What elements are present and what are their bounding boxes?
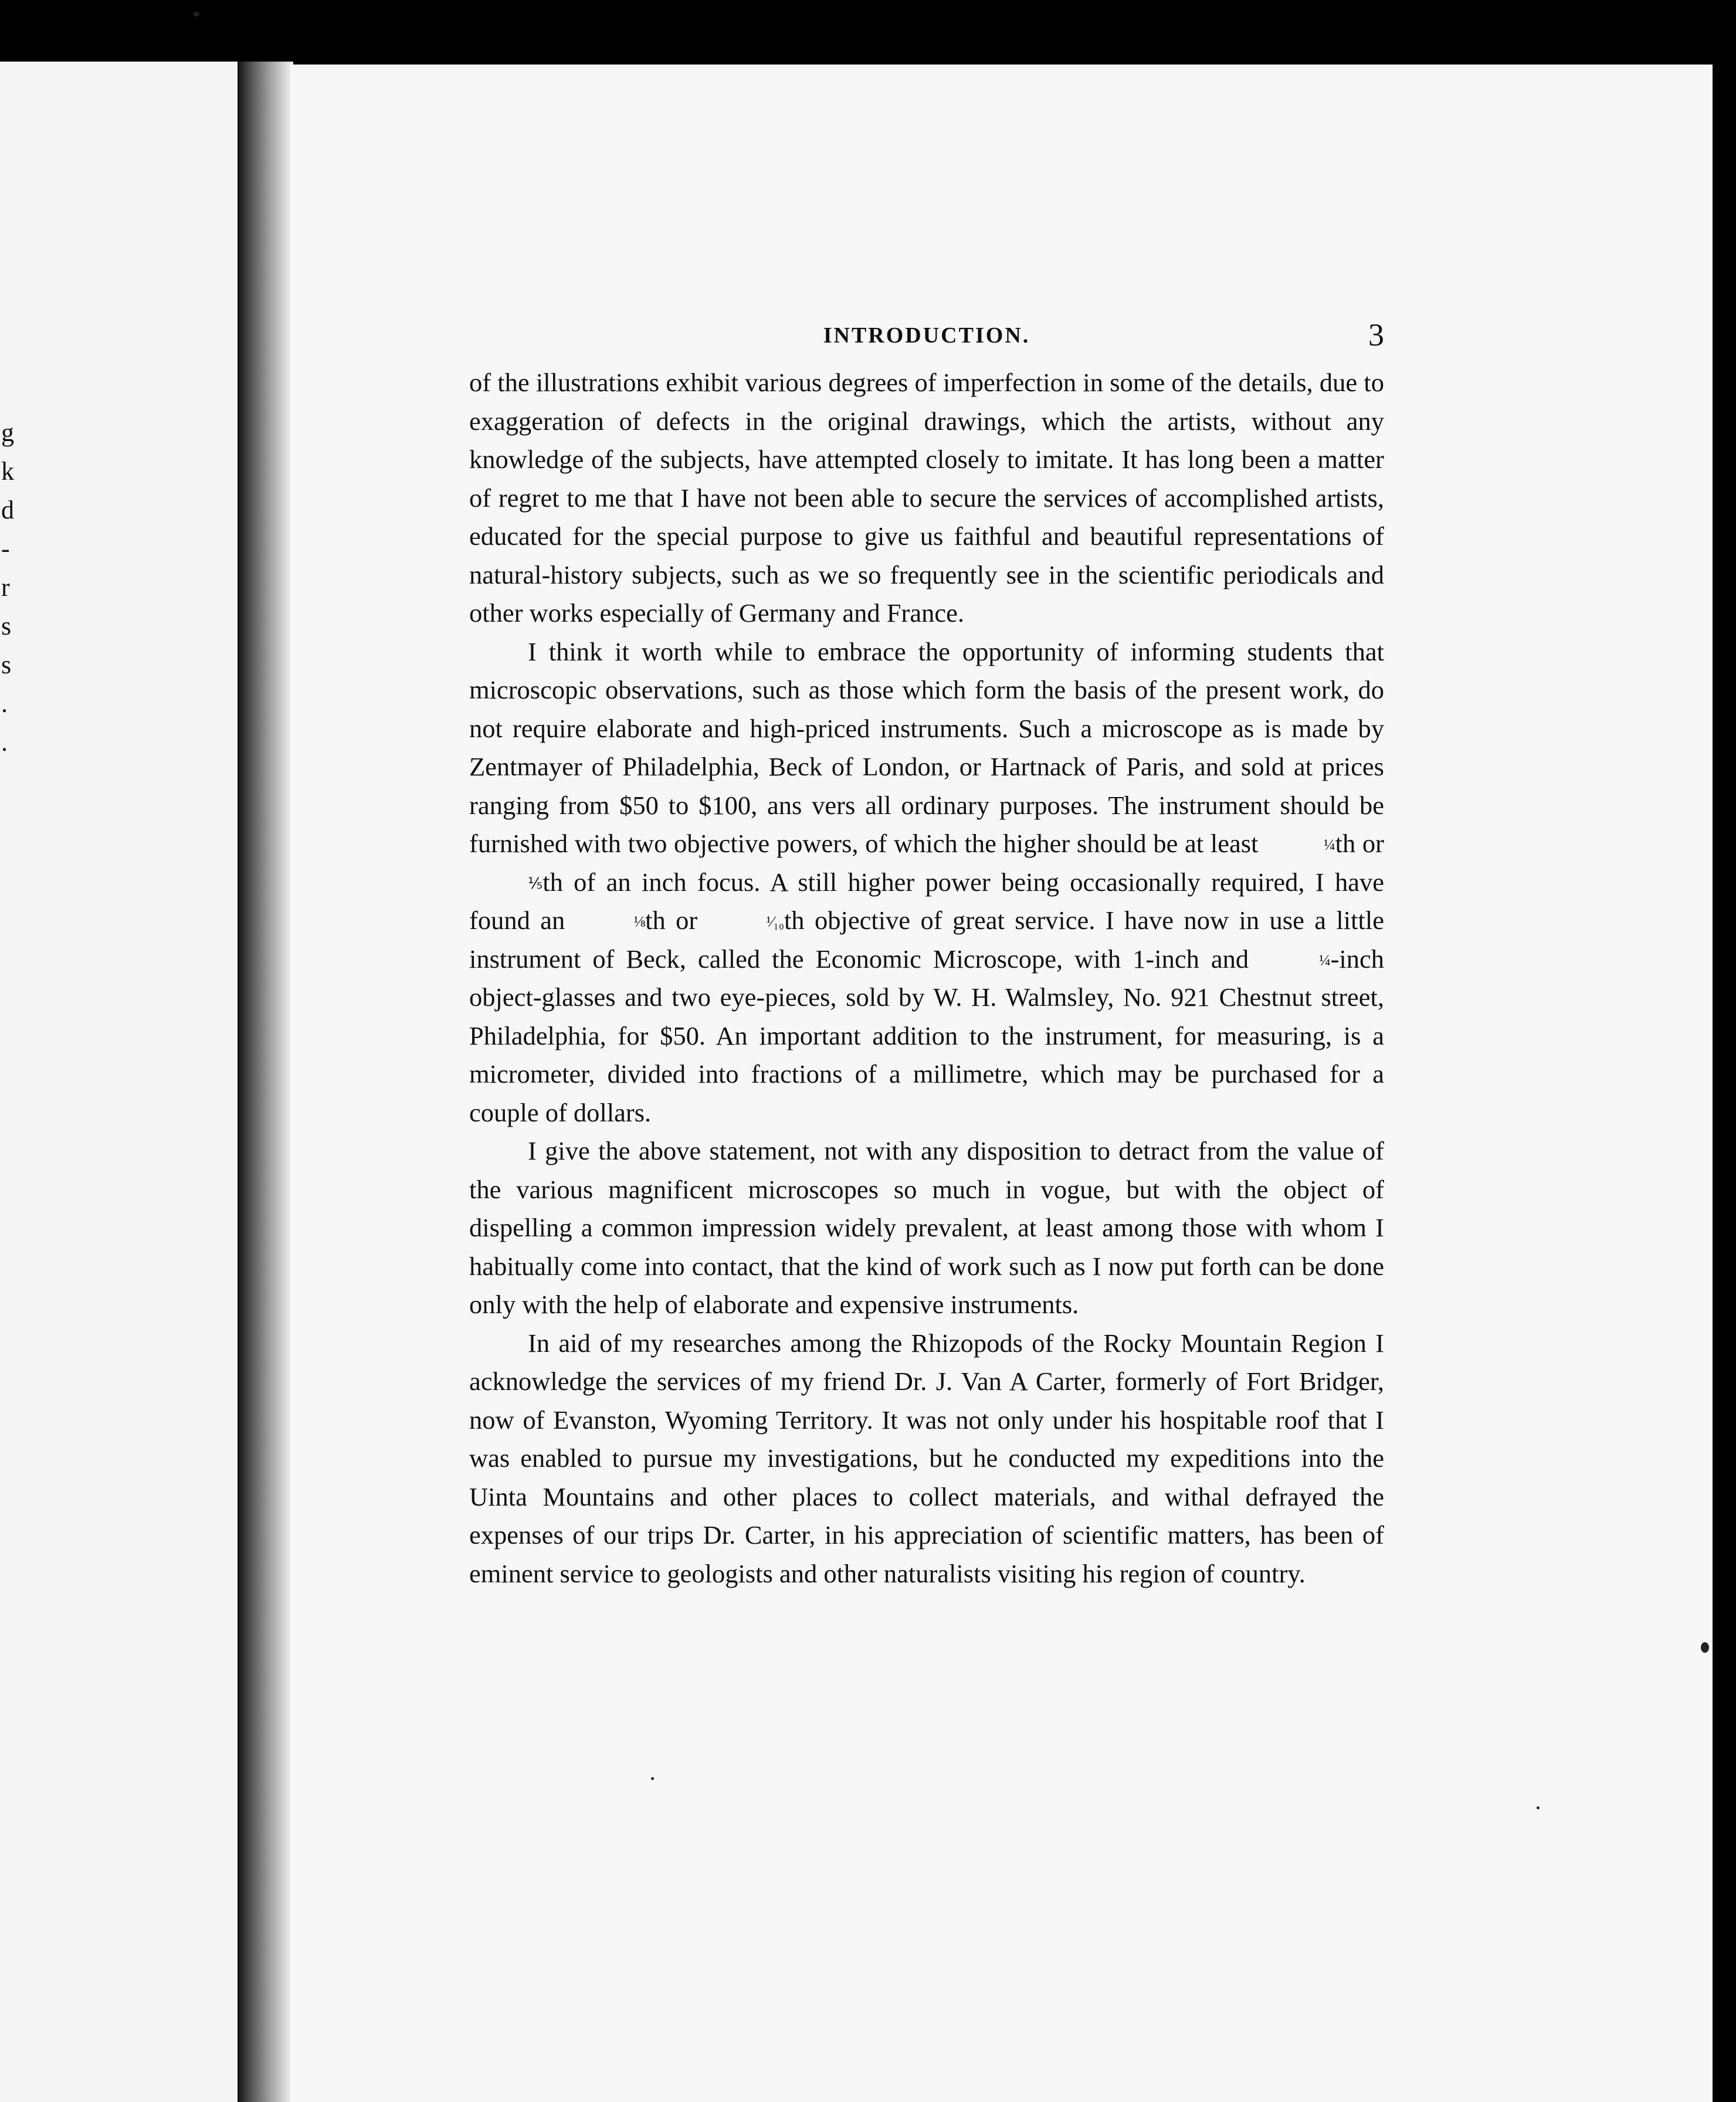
- paragraph-1: of the illustrations exhibit various degrees of imperfection in some of the details, due to exaggeration of defects in the original drawings, which the artists, without any knowledge of the subjects, have attempted closely to imitate. It has long been a matter of regret to me that I have not been able to secure the services of accomplished artists, educated for the special purpose to give us faithful and beautiful representations of natural-history subjects, such as we so frequently see in the scientific periodicals and other works especially of Germany and France.: [469, 368, 1384, 628]
- page-text-block: [469, 317, 1384, 1593]
- edge-letter: d: [1, 496, 14, 524]
- paragraph-4: In aid of my researches among the Rhizopods of the Rocky Mountain Region I acknowledge the services of my friend Dr. J. Van A Carter, formerly of Fort Bridger, now of Evanston, Wyoming Territory. It was not only under his hospitable roof that I was enabled to pursue my investigations, but he conducted my expeditions into the Uinta Mountains and other places to collect materials, and withal defrayed the expenses of our trips Dr. Carter, in his appreciation of scientific matters, has been of eminent service to geologists and other naturalists visiting his region of country.: [469, 1328, 1384, 1588]
- scan-speck: [651, 1777, 654, 1780]
- edge-letter: k: [1, 457, 14, 486]
- left-page-edge: [0, 62, 240, 2102]
- running-head: [469, 317, 1384, 364]
- book-gutter-shadow: [238, 62, 293, 2102]
- paragraph-3: I give the above statement, not with any disposition to detract from the value of the various magnificent microscopes so much in vogue, but with the object of dispelling a common impression widely prevalent, at least among those with whom I habitually come into contact, that the kind of work such as I now put forth can be done only with the help of elaborate and expensive instruments.: [469, 1136, 1384, 1319]
- fraction-fifth: ⅕: [528, 874, 543, 892]
- edge-letter: g: [1, 418, 14, 447]
- paragraph-2-part-d: th or: [645, 906, 708, 935]
- paragraph-2-part-f: -inch object-glasses and two eye-pieces, sold by W. H. Walmsley, No. 921 Chestnut street, Philadelphia, for $50. An important addition to the instrument, for measuring, is a micrometer, divided into fractions of a millimetre, which may be purchased for a couple of dollars.: [469, 944, 1384, 1127]
- page-number: 3: [1368, 317, 1384, 352]
- fraction-tenth: ¹⁄₁₀: [766, 913, 784, 930]
- left-page-cut-off-letters: [0, 413, 23, 762]
- edge-letter: .: [1, 689, 8, 718]
- fraction-quarter: ¼: [1324, 836, 1335, 853]
- fraction-quarter-inch: ¼: [1319, 951, 1331, 969]
- paragraph-2-part-b: th or: [1335, 829, 1385, 858]
- scan-speck: [194, 12, 199, 16]
- edge-letter: s: [1, 650, 12, 679]
- edge-letter: r: [1, 573, 10, 602]
- fraction-eighth: ⅛: [633, 913, 646, 930]
- running-title: INTRODUCTION.: [823, 323, 1030, 348]
- paragraph-2: [469, 633, 1384, 1133]
- scan-speck: [1701, 1642, 1709, 1653]
- scan-speck: [1537, 1806, 1540, 1809]
- edge-letter: .: [1, 728, 8, 757]
- paragraph-2-part-e: th objective of great service. I have now in use a little instrument of Beck, called the Economic Microscope, with 1-inch and: [469, 906, 1385, 974]
- paragraph-2-part-c: th of an inch focus. A still higher power being occasionally required, I have found an: [469, 867, 1384, 935]
- paragraph-2-part-a: I think it worth while to embrace the opportunity of informing students that microscopic observations, such as those which form the basis of the present work, do not require elaborate and high-priced instruments. Such a microscope as is made by Zentmayer of Philadelphia, Beck of London, or Hartnack of Paris, and sold at prices ranging from $50 to $100, ans vers all ordinary purposes. The instrument should be furnished with two objective powers, of which the higher should be at least: [469, 636, 1384, 858]
- edge-letter: s: [1, 612, 12, 640]
- edge-letter: -: [1, 534, 10, 563]
